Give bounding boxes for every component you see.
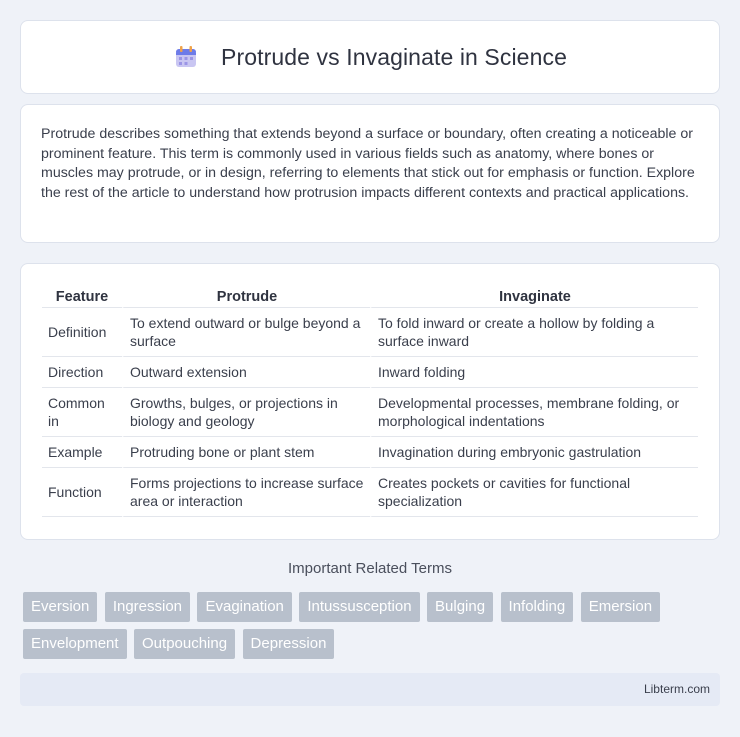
table-cell: Inward folding: [370, 357, 698, 388]
table-cell: Protruding bone or plant stem: [122, 437, 370, 468]
table-header-invaginate: Invaginate: [370, 285, 698, 308]
related-terms-title: Important Related Terms: [288, 560, 452, 577]
comparison-table-card: [20, 263, 720, 540]
table-cell: Outward extension: [122, 357, 370, 388]
tag-ingression[interactable]: Ingression: [105, 592, 190, 622]
table-cell: Forms projections to increase surface area or interaction: [122, 468, 370, 517]
table-cell: Example: [42, 437, 122, 468]
table-cell: To extend outward or bulge beyond a surface: [122, 308, 370, 357]
tag-evagination[interactable]: Evagination: [197, 592, 291, 622]
tag-infolding[interactable]: Infolding: [501, 592, 574, 622]
table-row: [42, 357, 698, 388]
table-header-feature: Feature: [42, 285, 122, 308]
table-row: [42, 388, 698, 437]
intro-text: Protrude describes something that extends beyond a surface or boundary, often creating a noticeable or prominent feature. This term is commonly used in various fields such as anatomy, where bones or muscles may protrude, or in design, referring to elements that stick out for emphasis or function. Explore the rest of the article to understand how protrusion impacts different contexts and practical applications.: [41, 126, 695, 201]
header-card: [20, 20, 720, 94]
related-terms-tags: [23, 592, 723, 666]
tag-outpouching[interactable]: Outpouching: [134, 629, 235, 659]
intro-card: [20, 104, 720, 243]
table-cell: Function: [42, 468, 122, 517]
tag-envelopment[interactable]: Envelopment: [23, 629, 127, 659]
table-row: [42, 468, 698, 517]
table-cell: Definition: [42, 308, 122, 357]
page-title: Protrude vs Invaginate in Science: [221, 43, 567, 70]
table-cell: Developmental processes, membrane folding, or morphological indentations: [370, 388, 698, 437]
tag-emersion[interactable]: Emersion: [581, 592, 660, 622]
table-cell: Common in: [42, 388, 122, 437]
tag-depression[interactable]: Depression: [243, 629, 335, 659]
table-cell: Direction: [42, 357, 122, 388]
table-row: [42, 437, 698, 468]
table-header-protrude: Protrude: [122, 285, 370, 308]
calendar-icon: [173, 44, 199, 70]
tag-bulging[interactable]: Bulging: [427, 592, 493, 622]
tag-intussusception[interactable]: Intussusception: [299, 592, 419, 622]
comparison-table: [42, 285, 698, 517]
table-cell: Invagination during embryonic gastrulation: [370, 437, 698, 468]
table-cell: Creates pockets or cavities for functional specialization: [370, 468, 698, 517]
table-row: [42, 308, 698, 357]
footer-site-link[interactable]: Libterm.com: [643, 682, 710, 696]
tag-eversion[interactable]: Eversion: [23, 592, 97, 622]
table-cell: To fold inward or create a hollow by folding a surface inward: [370, 308, 698, 357]
table-cell: Growths, bulges, or projections in biology and geology: [122, 388, 370, 437]
footer: [20, 673, 720, 706]
